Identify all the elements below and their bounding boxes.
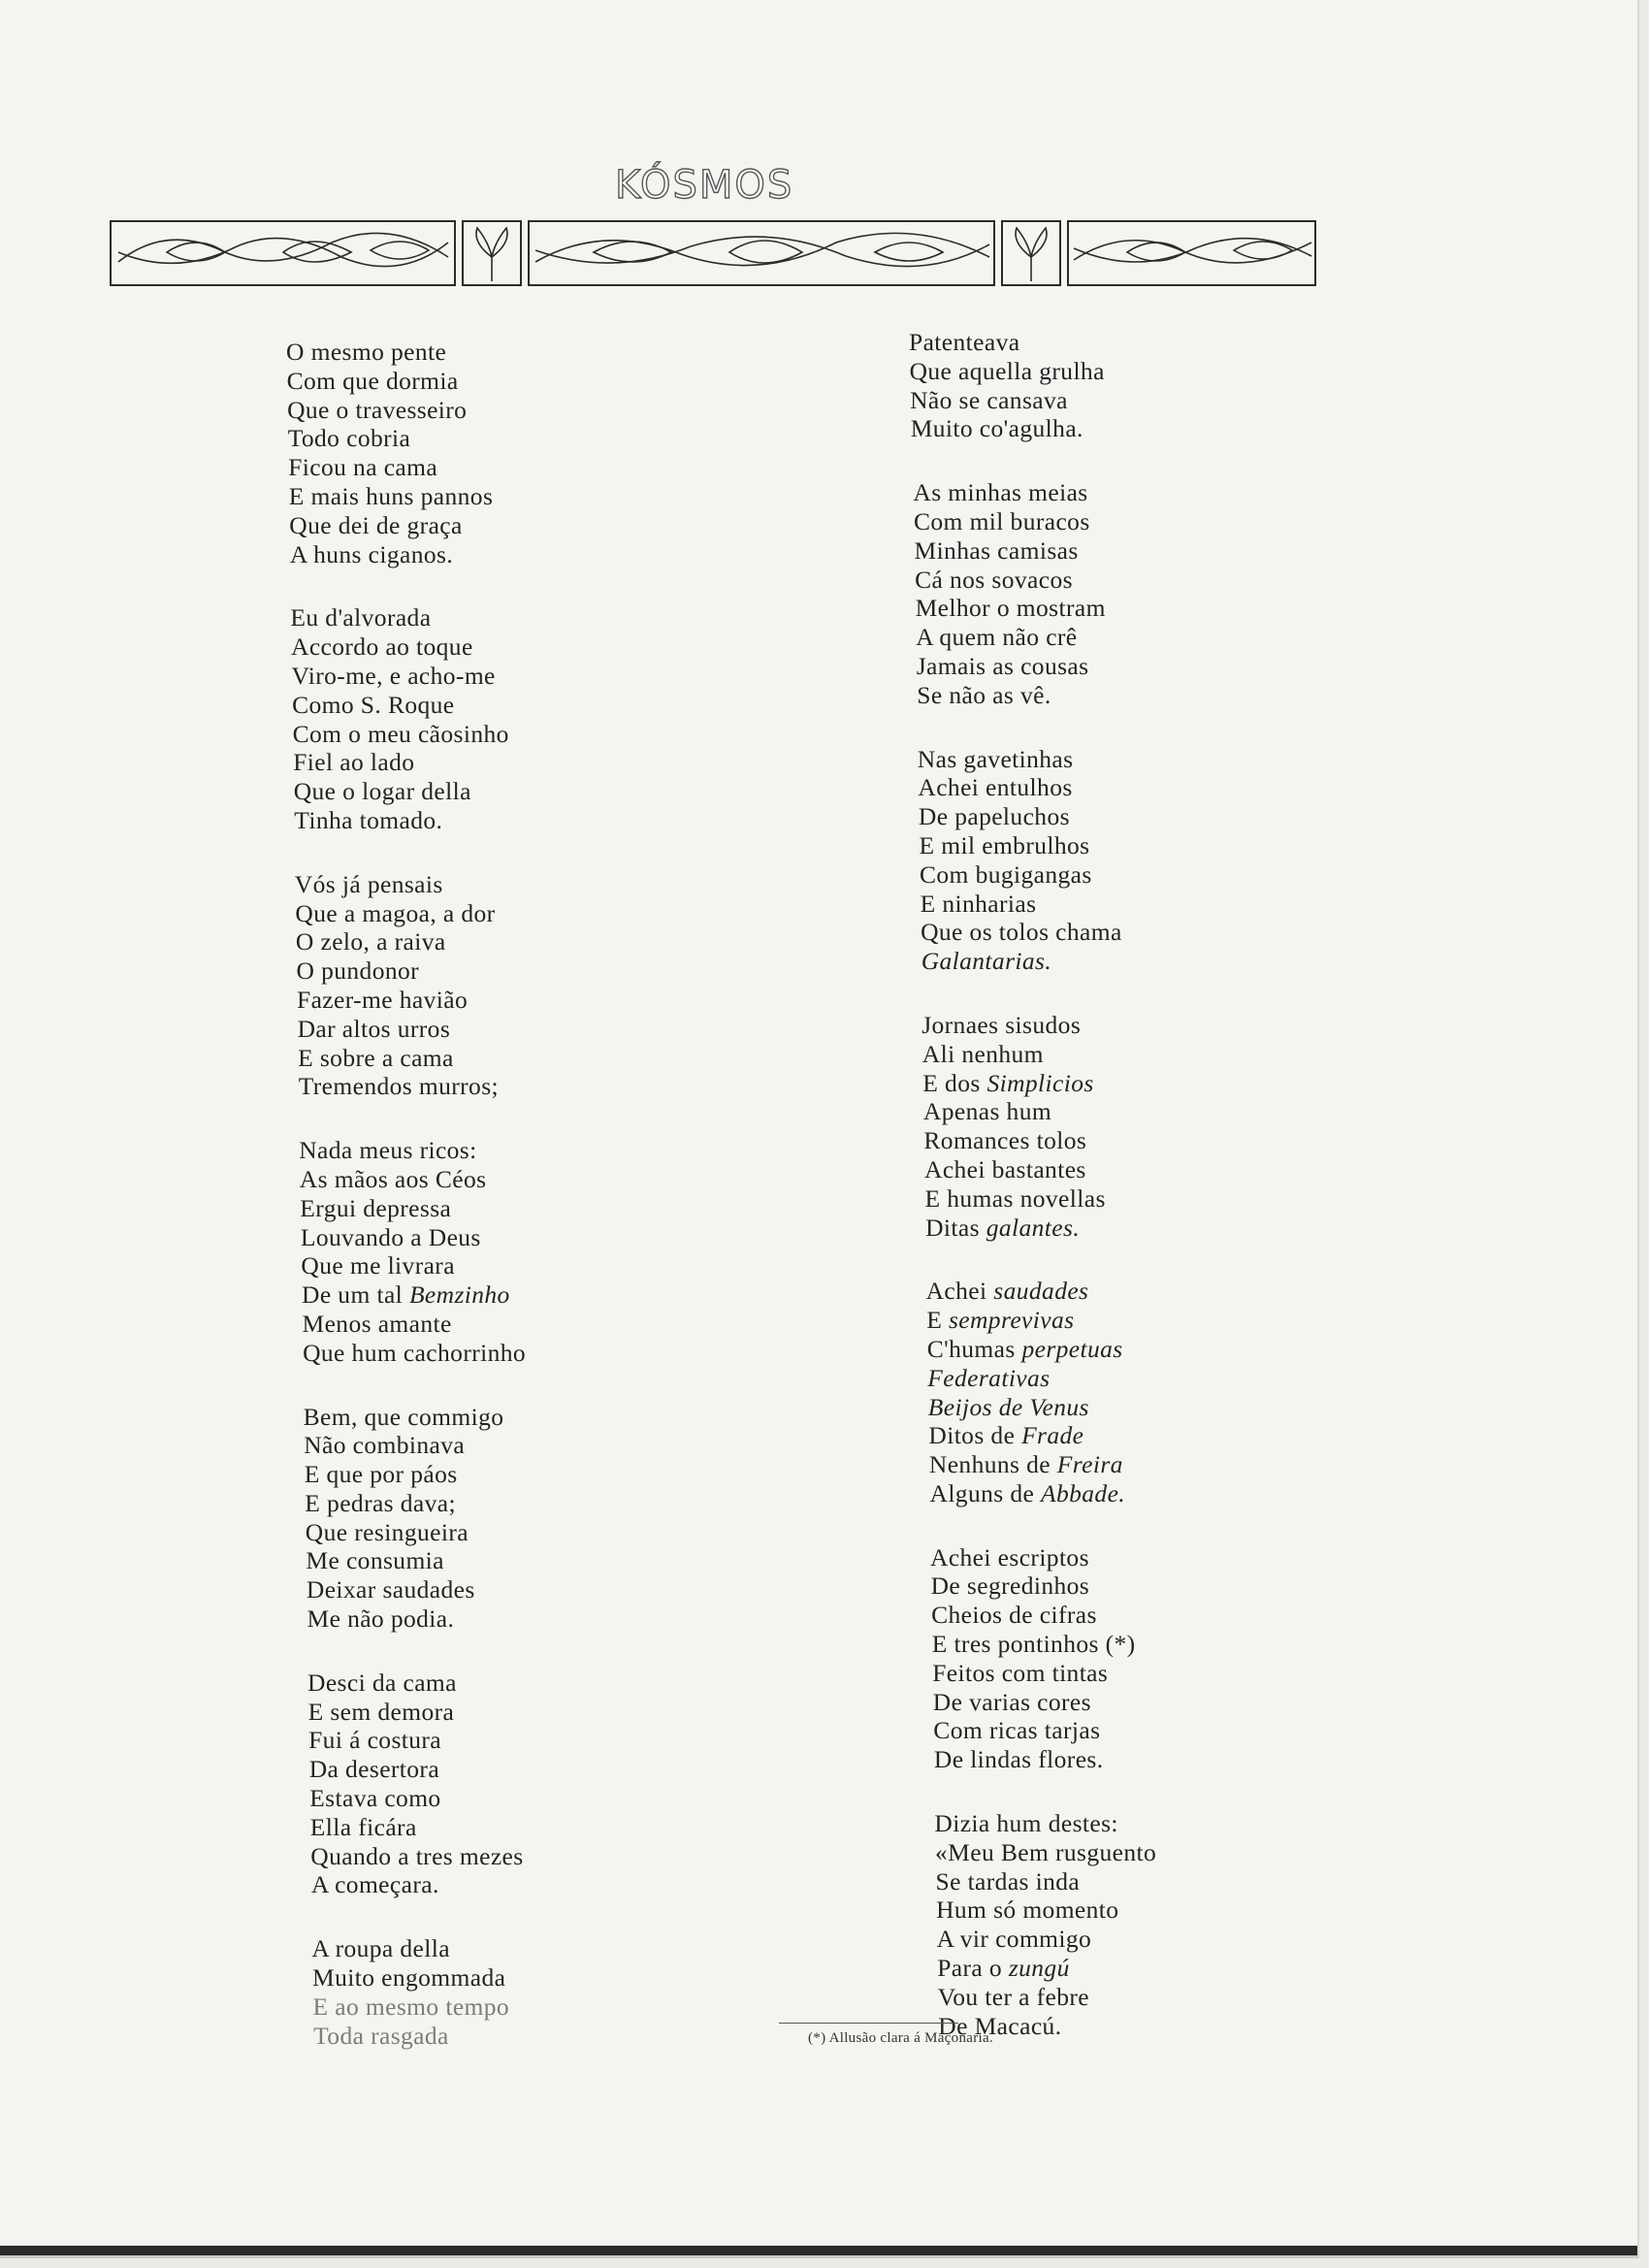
poem-line: Todo cobria bbox=[287, 424, 411, 453]
poem-line: Que o logar della bbox=[293, 777, 471, 806]
stanza bbox=[286, 1136, 694, 1367]
poem-line: E sobre a cama bbox=[298, 1043, 454, 1072]
poem-line: Cá nos sovacos bbox=[915, 565, 1073, 594]
poem-line: Com que dormia bbox=[286, 366, 459, 395]
poem-line: A roupa della bbox=[311, 1934, 450, 1963]
poem-line: Federativas bbox=[927, 1363, 1051, 1392]
poem-line: Me consumia bbox=[306, 1546, 444, 1575]
poem-line: E tres pontinhos (*) bbox=[931, 1630, 1136, 1659]
poem-line: Alguns de Abbade. bbox=[929, 1478, 1126, 1507]
poem-line: E mais huns pannos bbox=[288, 481, 494, 510]
poem-line: Bem, que commigo bbox=[303, 1402, 504, 1431]
poem-line: O zelo, a raiva bbox=[295, 927, 446, 956]
poem-line: O pundonor bbox=[296, 956, 420, 986]
poem-line: Deixar saudades bbox=[306, 1575, 475, 1604]
poem-line: De segredinhos bbox=[930, 1571, 1090, 1601]
poem-line: Vós já pensais bbox=[294, 869, 443, 898]
poem-line: O mesmo pente bbox=[286, 338, 447, 366]
poem-line: Beijos de Venus bbox=[927, 1392, 1089, 1421]
stanza bbox=[909, 745, 1316, 976]
footnote-text: (*) Allusão clara á Maçonaria. bbox=[808, 2030, 993, 2046]
stanza bbox=[286, 870, 694, 1101]
poem-line: Ditos de Frade bbox=[928, 1421, 1084, 1450]
poem-column-left bbox=[286, 338, 694, 2085]
poem-line: E que por páos bbox=[304, 1460, 458, 1489]
poem-line: Que dei de graça bbox=[289, 510, 463, 539]
poem-line: Com bugigangas bbox=[920, 859, 1092, 889]
poem-line: Accordo ao toque bbox=[291, 632, 473, 662]
poem-line: Quando a tres mezes bbox=[310, 1841, 524, 1870]
poem-line: Que os tolos chama bbox=[921, 918, 1122, 947]
poem-line: Achei entulhos bbox=[918, 773, 1073, 802]
poem-line: E semprevivas bbox=[926, 1306, 1075, 1335]
poem-line: Muito co'agulha. bbox=[910, 414, 1083, 443]
poem-line: Nenhuns de Freira bbox=[928, 1450, 1123, 1479]
poem-line: De um tal Bemzinho bbox=[302, 1280, 510, 1310]
stanza bbox=[286, 1669, 694, 1899]
poem-line: Jamais as cousas bbox=[916, 651, 1089, 680]
poem-line: E humas novellas bbox=[924, 1183, 1106, 1213]
poem-line: Que resingueira bbox=[305, 1517, 469, 1546]
stanza bbox=[286, 603, 694, 834]
stanza bbox=[909, 1543, 1316, 1774]
poem-line: Ella ficára bbox=[309, 1812, 417, 1841]
poem-line: A quem não crê bbox=[916, 623, 1078, 652]
poem-line: Menos amante bbox=[302, 1309, 452, 1338]
poem-line: Ficou na cama bbox=[288, 453, 438, 482]
poem-line: Feitos com tintas bbox=[932, 1658, 1109, 1687]
poem-line: Viro-me, e acho-me bbox=[291, 661, 496, 690]
poem-line: Patenteava bbox=[909, 328, 1020, 356]
poem-line: As mãos aos Céos bbox=[299, 1164, 487, 1193]
poem-line: Que a magoa, a dor bbox=[295, 898, 496, 927]
poem-line: Eu d'alvorada bbox=[290, 603, 432, 632]
poem-line: Hum só momento bbox=[936, 1895, 1119, 1925]
poem-line: Minhas camisas bbox=[914, 535, 1079, 565]
poem-line: Não combinava bbox=[304, 1431, 466, 1460]
poem-line: A começara. bbox=[310, 1870, 439, 1899]
poem-line: Ali nenhum bbox=[922, 1039, 1044, 1068]
poem-line: Nada meus ricos: bbox=[299, 1136, 477, 1165]
stanza bbox=[909, 1277, 1316, 1507]
poem-line: Que aquella grulha bbox=[909, 356, 1105, 385]
poem-line: Ditas galantes. bbox=[925, 1213, 1081, 1242]
poem-line: De lindas flores. bbox=[933, 1745, 1104, 1774]
floral-ornament-band bbox=[109, 213, 1321, 293]
poem-line: Melhor o mostram bbox=[915, 594, 1106, 623]
poem-line: Que o travesseiro bbox=[287, 395, 468, 424]
poem-line: Que me livrara bbox=[301, 1251, 455, 1280]
poem-line: Me não podia. bbox=[307, 1604, 455, 1634]
poem-column-right bbox=[909, 328, 1316, 2075]
scan-border bbox=[0, 2246, 1637, 2255]
poem-line: Estava como bbox=[309, 1784, 441, 1813]
poem-line: Romances tolos bbox=[923, 1126, 1087, 1155]
poem-line: Com ricas tarjas bbox=[933, 1716, 1101, 1745]
stanza bbox=[909, 1809, 1316, 2040]
poem-line: Fui á costura bbox=[308, 1726, 442, 1755]
poem-line: Vou ter a febre bbox=[937, 1982, 1090, 2011]
poem-line: Como S. Roque bbox=[292, 690, 455, 719]
poem-line: Dar altos urros bbox=[297, 1014, 451, 1043]
poem-line: Para o zungú bbox=[937, 1954, 1070, 1983]
poem-line: E pedras dava; bbox=[305, 1488, 456, 1517]
footnote-divider bbox=[779, 2023, 958, 2024]
stanza bbox=[286, 1934, 694, 2050]
poem-line: Nas gavetinhas bbox=[917, 744, 1074, 773]
poem-line: E ao mesmo tempo bbox=[312, 1992, 510, 2021]
poem-line: Toda rasgada bbox=[313, 2021, 449, 2050]
poem-line: E sem demora bbox=[307, 1697, 455, 1726]
stanza bbox=[909, 328, 1316, 443]
poem-line: As minhas meias bbox=[913, 478, 1088, 507]
poem-line: De Macacú. bbox=[938, 2011, 1062, 2040]
poem-line: Fiel ao lado bbox=[293, 748, 415, 777]
poem-line: Cheios de cifras bbox=[931, 1601, 1097, 1630]
poem-line: Não se cansava bbox=[910, 385, 1068, 414]
poem-line: De papeluchos bbox=[918, 802, 1070, 831]
poem-line: Da desertora bbox=[308, 1755, 440, 1784]
poem-line: Com mil buracos bbox=[914, 506, 1090, 535]
poem-line: Fazer-me havião bbox=[297, 985, 469, 1014]
poem-line: C'humas perpetuas bbox=[926, 1334, 1123, 1363]
poem-line: Tremendos murros; bbox=[298, 1072, 500, 1101]
poem-line: «Meu Bem rusguento bbox=[935, 1837, 1157, 1866]
poem-line: Muito engommada bbox=[312, 1963, 506, 1993]
poem-line: A vir commigo bbox=[936, 1925, 1092, 1954]
poem-line: Achei saudades bbox=[925, 1277, 1089, 1306]
poem-line: Achei escriptos bbox=[930, 1542, 1089, 1571]
poem-line: Dizia hum destes: bbox=[934, 1809, 1118, 1838]
poem-line: E ninharias bbox=[920, 889, 1037, 918]
poem-line: Ergui depressa bbox=[300, 1193, 452, 1222]
poem-line: Achei bastantes bbox=[924, 1154, 1086, 1183]
poem-line: E mil embrulhos bbox=[919, 830, 1090, 859]
poem-line: Louvando a Deus bbox=[300, 1222, 481, 1251]
poem-line: Tinha tomado. bbox=[294, 805, 443, 834]
stanza bbox=[286, 338, 694, 568]
stanza bbox=[286, 1403, 694, 1634]
poem-line: A huns ciganos. bbox=[289, 539, 454, 568]
poem-line: Se tardas inda bbox=[935, 1866, 1081, 1895]
stanza bbox=[909, 478, 1316, 709]
poem-line: Com o meu cãosinho bbox=[292, 719, 509, 748]
poem-line: Galantarias. bbox=[921, 947, 1052, 976]
poem-line: Se não as vê. bbox=[917, 680, 1051, 709]
poem-line: E dos Simplicios bbox=[922, 1068, 1094, 1097]
poem-line: Apenas hum bbox=[922, 1097, 1052, 1126]
poem-line: Jornaes sisudos bbox=[922, 1010, 1082, 1039]
poem-line: De varias cores bbox=[932, 1687, 1091, 1716]
poem-line: Desci da cama bbox=[307, 1668, 457, 1697]
stanza bbox=[909, 1011, 1316, 1242]
masthead-title: KÓSMOS bbox=[615, 163, 794, 208]
poem-line: Que hum cachorrinho bbox=[303, 1338, 527, 1367]
